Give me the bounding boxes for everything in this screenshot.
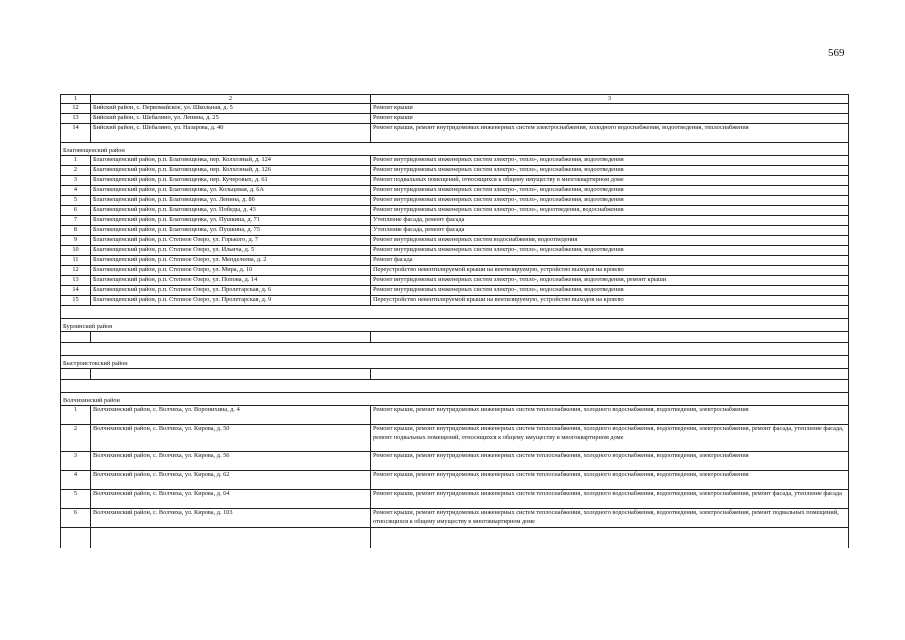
header-col-1: 1 (61, 95, 91, 104)
section-header (61, 143, 849, 156)
table-row (61, 286, 849, 296)
table-row-empty (61, 332, 849, 343)
row-number: 14 (61, 124, 91, 143)
table-row (61, 216, 849, 226)
row-number: 1 (61, 156, 91, 166)
table-row (61, 226, 849, 236)
row-address: Бийский район, с. Шебалино, ул. Назарова, д. 40 (91, 124, 371, 143)
header-col-2: 2 (91, 95, 371, 104)
table-row (61, 124, 849, 143)
table-row (61, 471, 849, 490)
row-number: 15 (61, 296, 91, 306)
section-title: Волчихинский район (61, 393, 849, 406)
row-works: Ремонт фасада (371, 256, 849, 266)
header-col-3: 3 (371, 95, 849, 104)
row-address: Волчихинский район, с. Волчиха, ул. Кирова, д. 103 (91, 509, 371, 528)
table-row (61, 114, 849, 124)
table-row (61, 176, 849, 186)
table-row (61, 186, 849, 196)
row-works (371, 332, 849, 343)
row-address: Благовещенский район, р.п. Благовещенка, ул. Пушкина, д. 75 (91, 226, 371, 236)
row-works: Ремонт крыши, ремонт внутридомовых инженерных систем теплоснабжения, холодного водоснабжения, водоотведения, электроснабжения (371, 471, 849, 490)
row-number: 2 (61, 166, 91, 176)
row-address: Благовещенский район, р.п. Благовещенка, пер. Колхозный, д. 124 (91, 156, 371, 166)
row-number: 6 (61, 509, 91, 528)
row-works: Переустройство невентилируемой крыши на вентилируемую, устройство выходов на кровлю (371, 266, 849, 276)
row-address: Благовещенский район, р.п. Благовещенка, ул. Кольцевая, д. 6А (91, 186, 371, 196)
row-number: 7 (61, 216, 91, 226)
row-works: Ремонт внутридомовых инженерных систем электро-, тепло-, водоснабжения, водоотведения (371, 286, 849, 296)
row-number: 12 (61, 104, 91, 114)
table-row (61, 166, 849, 176)
section-spacer (61, 380, 849, 393)
table-row (61, 256, 849, 266)
row-number: 8 (61, 226, 91, 236)
row-works: Ремонт внутридомовых инженерных систем водоснабжения, водоотведения (371, 236, 849, 246)
row-number: 2 (61, 425, 91, 452)
row-address: Волчихинский район, с. Волчиха, ул. Кирова, д. 50 (91, 425, 371, 452)
section-spacer (61, 306, 849, 319)
row-number: 9 (61, 236, 91, 246)
row-works: Ремонт внутридомовых инженерных систем электро-, тепло-, водоснабжения, водоотведения (371, 156, 849, 166)
table-header (61, 95, 849, 104)
row-number: 13 (61, 114, 91, 124)
row-address: Благовещенский район, р.п. Степное Озеро, ул. Мира, д. 10 (91, 266, 371, 276)
row-number (61, 369, 91, 380)
row-works: Ремонт внутридомовых инженерных систем электро-, тепло-, водоснабжения, водоотведения (371, 246, 849, 256)
row-works: Ремонт крыши, ремонт внутридомовых инженерных систем теплоснабжения, холодного водоснабжения, водоотведения, электроснабжения (371, 452, 849, 471)
page-number: 569 (828, 47, 845, 59)
row-number: 3 (61, 452, 91, 471)
row-address: Бийский район, с. Шебалино, ул. Ленина, д. 25 (91, 114, 371, 124)
row-works: Ремонт внутридомовых инженерных систем электро-, тепло-, водоснабжения, водоотведения (371, 166, 849, 176)
table-row (61, 509, 849, 528)
row-works: Ремонт крыши, ремонт внутридомовых инженерных систем электроснабжения, холодного водоснабжения, водоотведения, теплоснабжения (371, 124, 849, 143)
row-number: 6 (61, 206, 91, 216)
row-address: Волчихинский район, с. Волчиха, ул. Воронихина, д. 4 (91, 406, 371, 425)
row-number: 1 (61, 406, 91, 425)
row-number: 4 (61, 186, 91, 196)
section-title: Быстроистокский район (61, 356, 849, 369)
spacer-cell (61, 380, 849, 393)
table-row (61, 246, 849, 256)
table-row (61, 406, 849, 425)
section-title: Бурлинский район (61, 319, 849, 332)
section-header (61, 356, 849, 369)
section-title: Благовещенский район (61, 143, 849, 156)
row-address: Волчихинский район, с. Волчиха, ул. Кирова, д. 62 (91, 471, 371, 490)
row-number: 3 (61, 176, 91, 186)
row-number (61, 332, 91, 343)
row-address: Благовещенский район, р.п. Благовещенка, ул. Ленина, д. 86 (91, 196, 371, 206)
row-works: Ремонт внутридомовых инженерных систем электро-, тепло-, водоснабжения, водоотведения, ремонт крыши (371, 276, 849, 286)
row-address (91, 528, 371, 549)
row-works: Ремонт внутридомовых инженерных систем электро-, тепло-, водоснабжения, водоотведения (371, 186, 849, 196)
row-works: Ремонт крыши (371, 104, 849, 114)
section-spacer (61, 343, 849, 356)
row-works (371, 528, 849, 549)
section-header (61, 393, 849, 406)
row-works: Ремонт крыши, ремонт внутридомовых инженерных систем теплоснабжения, холодного водоснабжения, водоотведения, электроснабжения, ремонт подвальных помещений, относящихся к общему имуществу в многоквартирном доме (371, 509, 849, 528)
table-row (61, 425, 849, 452)
row-address: Благовещенский район, р.п. Степное Озеро, ул. Пролетарская, д. 9 (91, 296, 371, 306)
row-works: Ремонт крыши, ремонт внутридомовых инженерных систем теплоснабжения, холодного водоснабжения, водоотведения, электроснабжения (371, 406, 849, 425)
table-row (61, 236, 849, 246)
row-address: Волчихинский район, с. Волчиха, ул. Кирова, д. 64 (91, 490, 371, 509)
section-header (61, 319, 849, 332)
row-address: Благовещенский район, р.п. Степное Озеро, ул. Горького, д. 7 (91, 236, 371, 246)
row-works: Переустройство невентилируемой крыши на вентилируемую, устройство выходов на кровлю (371, 296, 849, 306)
row-number: 13 (61, 276, 91, 286)
table-row-empty (61, 528, 849, 549)
row-address: Благовещенский район, р.п. Степное Озеро, ул. Попова, д. 14 (91, 276, 371, 286)
row-address: Благовещенский район, р.п. Благовещенка, ул. Победы, д. 43 (91, 206, 371, 216)
row-works (371, 369, 849, 380)
row-address: Благовещенский район, р.п. Степное Озеро, ул. Менделеева, д. 2 (91, 256, 371, 266)
table-row (61, 452, 849, 471)
table-row (61, 206, 849, 216)
row-number: 11 (61, 256, 91, 266)
table-row (61, 104, 849, 114)
row-works: Ремонт крыши, ремонт внутридомовых инженерных систем теплоснабжения, холодного водоснабжения, водоотведения, электроснабжения, ремонт фасада, утепление фасада (371, 490, 849, 509)
table-row (61, 156, 849, 166)
spacer-cell (61, 306, 849, 319)
table-row (61, 490, 849, 509)
spacer-cell (61, 343, 849, 356)
row-number: 4 (61, 471, 91, 490)
table-row (61, 296, 849, 306)
row-address (91, 369, 371, 380)
row-works: Ремонт внутридомовых инженерных систем электро-, тепло-, водоснабжения, водоотведения (371, 196, 849, 206)
row-address: Благовещенский район, р.п. Благовещенка, пер. Кучеровых, д. 61 (91, 176, 371, 186)
table-row-empty (61, 369, 849, 380)
row-works: Ремонт крыши, ремонт внутридомовых инженерных систем теплоснабжения, холодного водоснабжения, водоотведения, электроснабжения, ремонт фасада, утепление фасада, ремонт подвальных помещений, относящихся к общему имуществу в многоквартирном доме (371, 425, 849, 452)
row-works: Ремонт крыши (371, 114, 849, 124)
table-row (61, 276, 849, 286)
table-row (61, 196, 849, 206)
table-row (61, 266, 849, 276)
row-works: Утепление фасада, ремонт фасада (371, 216, 849, 226)
row-address: Благовещенский район, р.п. Благовещенка, ул. Пушкина, д. 71 (91, 216, 371, 226)
row-address (91, 332, 371, 343)
row-address: Благовещенский район, р.п. Степное Озеро, ул. Ильича, д. 5 (91, 246, 371, 256)
row-works: Ремонт внутридомовых инженерных систем электро-, тепло-, водоотведения, водоснабжения (371, 206, 849, 216)
row-number: 5 (61, 490, 91, 509)
row-number: 10 (61, 246, 91, 256)
row-address: Бийский район, с. Первомайское, ул. Школьная, д. 5 (91, 104, 371, 114)
row-number: 5 (61, 196, 91, 206)
row-number: 12 (61, 266, 91, 276)
works-table (60, 94, 849, 548)
row-address: Благовещенский район, р.п. Степное Озеро, ул. Пролетарская, д. 6 (91, 286, 371, 296)
row-number: 14 (61, 286, 91, 296)
row-works: Ремонт подвальных помещений, относящихся к общему имуществу в многоквартирном доме (371, 176, 849, 186)
row-number (61, 528, 91, 549)
row-address: Волчихинский район, с. Волчиха, ул. Кирова, д. 56 (91, 452, 371, 471)
row-works: Утепление фасада, ремонт фасада (371, 226, 849, 236)
row-address: Благовещенский район, р.п. Благовещенка, пер. Колхозный, д. 126 (91, 166, 371, 176)
